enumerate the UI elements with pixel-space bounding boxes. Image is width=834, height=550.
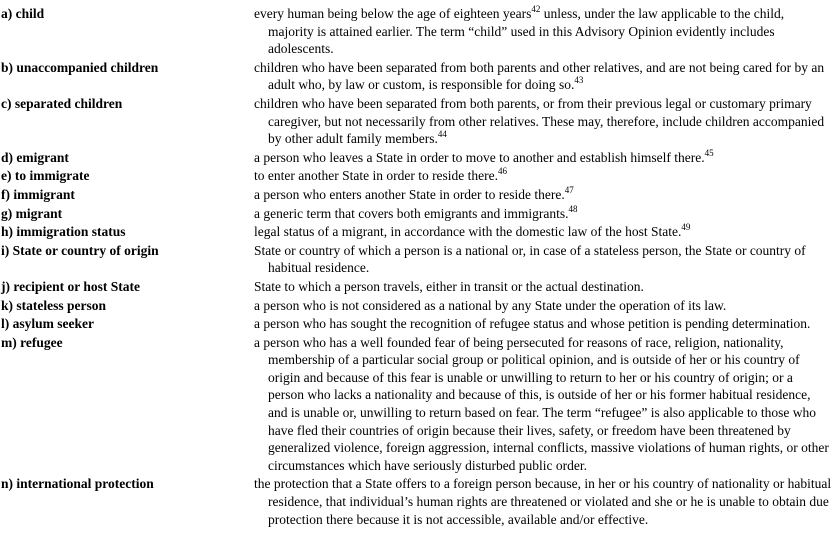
definition-entry [0, 223, 834, 241]
definition-entry [0, 242, 834, 277]
definition-term: a) child [1, 6, 45, 21]
definition-body: a person who leaves a State in order to move to another and establish himself there. [254, 149, 705, 165]
definition-term: m) refugee [1, 334, 63, 350]
definition-entry [0, 475, 834, 528]
definition-body: to enter another State in order to reside there. [254, 168, 499, 184]
definition-term: b) unaccompanied children [1, 59, 159, 75]
definition-text [254, 186, 834, 204]
definition-body: a person who enters another State in order to reside there. [254, 186, 565, 202]
definition-entry [0, 315, 834, 333]
definition-text [254, 475, 834, 528]
definition-body: a person who is not considered as a national by any State under the operation of its law. [254, 297, 727, 313]
definition-text [254, 278, 834, 296]
definition-term: d) emigrant [1, 149, 69, 165]
definition-text [254, 149, 834, 167]
footnote-marker: 42 [531, 4, 541, 14]
definition-entry [0, 186, 834, 204]
definition-term: l) asylum seeker [1, 316, 94, 332]
definition-text [254, 242, 834, 277]
footnote-marker: 43 [574, 75, 584, 86]
definition-body: a generic term that covers both emigrants and immigrants. [254, 205, 569, 221]
definition-text [254, 223, 834, 241]
definition-term: c) separated children [1, 95, 123, 111]
definition-text [254, 5, 834, 58]
footnote-marker: 45 [704, 147, 714, 158]
definition-body: children who have been separated from both parents and other relatives, and are not being cared for by an adult who, by law or custom, is responsible for doing so. [254, 59, 825, 93]
definition-body: a person who has sought the recognition of refugee status and whose petition is pending determination. [254, 316, 811, 332]
definition-entry [0, 59, 834, 94]
footnote-marker: 48 [568, 203, 578, 214]
definition-term: h) immigration status [1, 224, 126, 240]
definition-entry [0, 278, 834, 296]
definition-text [254, 95, 834, 148]
definition-text [254, 59, 834, 94]
definition-entry [0, 167, 834, 185]
definition-body: State to which a person travels, either in transit or the actual destination. [254, 278, 644, 294]
definition-continuation: unless, under the law applicable to the child, majority is attained earlier. The term “child” used in this Advisory Opinion evidently includes adolescents. [268, 6, 785, 57]
definition-body: every human being below the age of eighteen years [254, 6, 532, 21]
definition-term: f) immigrant [1, 186, 75, 202]
definition-term: e) to immigrate [1, 168, 90, 184]
definition-term: n) international protection [1, 476, 154, 492]
definition-term: g) migrant [1, 205, 63, 221]
definition-body: children who have been separated from both parents, or from their previous legal or customary primary caregiver, but not necessarily from other relatives. These may, therefore, include children accompanied by other adult family members. [254, 95, 825, 147]
definition-body: a person who has a well founded fear of being persecuted for reasons of race, religion, nationality, membership of a particular social group or political opinion, and is outside of her or his country of origin and because of this fear is unable or unwilling to return to her or his country of origin; or a person who lacks a nationality and because of this, is outside of her or his former habitual residence, and is unable or, unwilling to return based on fear. The term “refugee” is also applicable to those who have fled their countries of origin because their lives, safety, or freedom have been threatened by generalized violence, foreign aggression, internal conflicts, massive violations of human rights, or other circumstances which have seriously disturbed public order. [254, 334, 829, 473]
definition-entry [0, 5, 834, 58]
definition-body: the protection that a State offers to a foreign person because, in her or his country of nationality or habitual residence, that individual’s human rights are threatened or violated and she or he is unable to obtain due protection there because it is not accessible, available and/or effective. [254, 476, 832, 527]
definition-text [254, 334, 834, 475]
definition-entry [0, 334, 834, 475]
definition-entry [0, 205, 834, 223]
definition-entry [0, 149, 834, 167]
definition-term: j) recipient or host State [1, 278, 140, 294]
footnote-marker: 47 [564, 184, 574, 195]
definition-term: i) State or country of origin [1, 242, 159, 258]
definition-body: State or country of which a person is a national or, in case of a stateless person, the State or country of habitual residence. [254, 242, 806, 276]
definition-text [254, 205, 834, 223]
definition-entry [0, 297, 834, 315]
definition-entry [0, 95, 834, 148]
footnote-marker: 49 [681, 222, 691, 233]
definition-text [254, 297, 834, 315]
definition-text [254, 315, 834, 333]
definition-term: k) stateless person [1, 297, 106, 313]
definition-body: legal status of a migrant, in accordance with the domestic law of the host State. [254, 224, 682, 240]
footnote-marker: 44 [437, 129, 447, 140]
footnote-marker: 46 [498, 166, 508, 177]
definition-text [254, 167, 834, 185]
